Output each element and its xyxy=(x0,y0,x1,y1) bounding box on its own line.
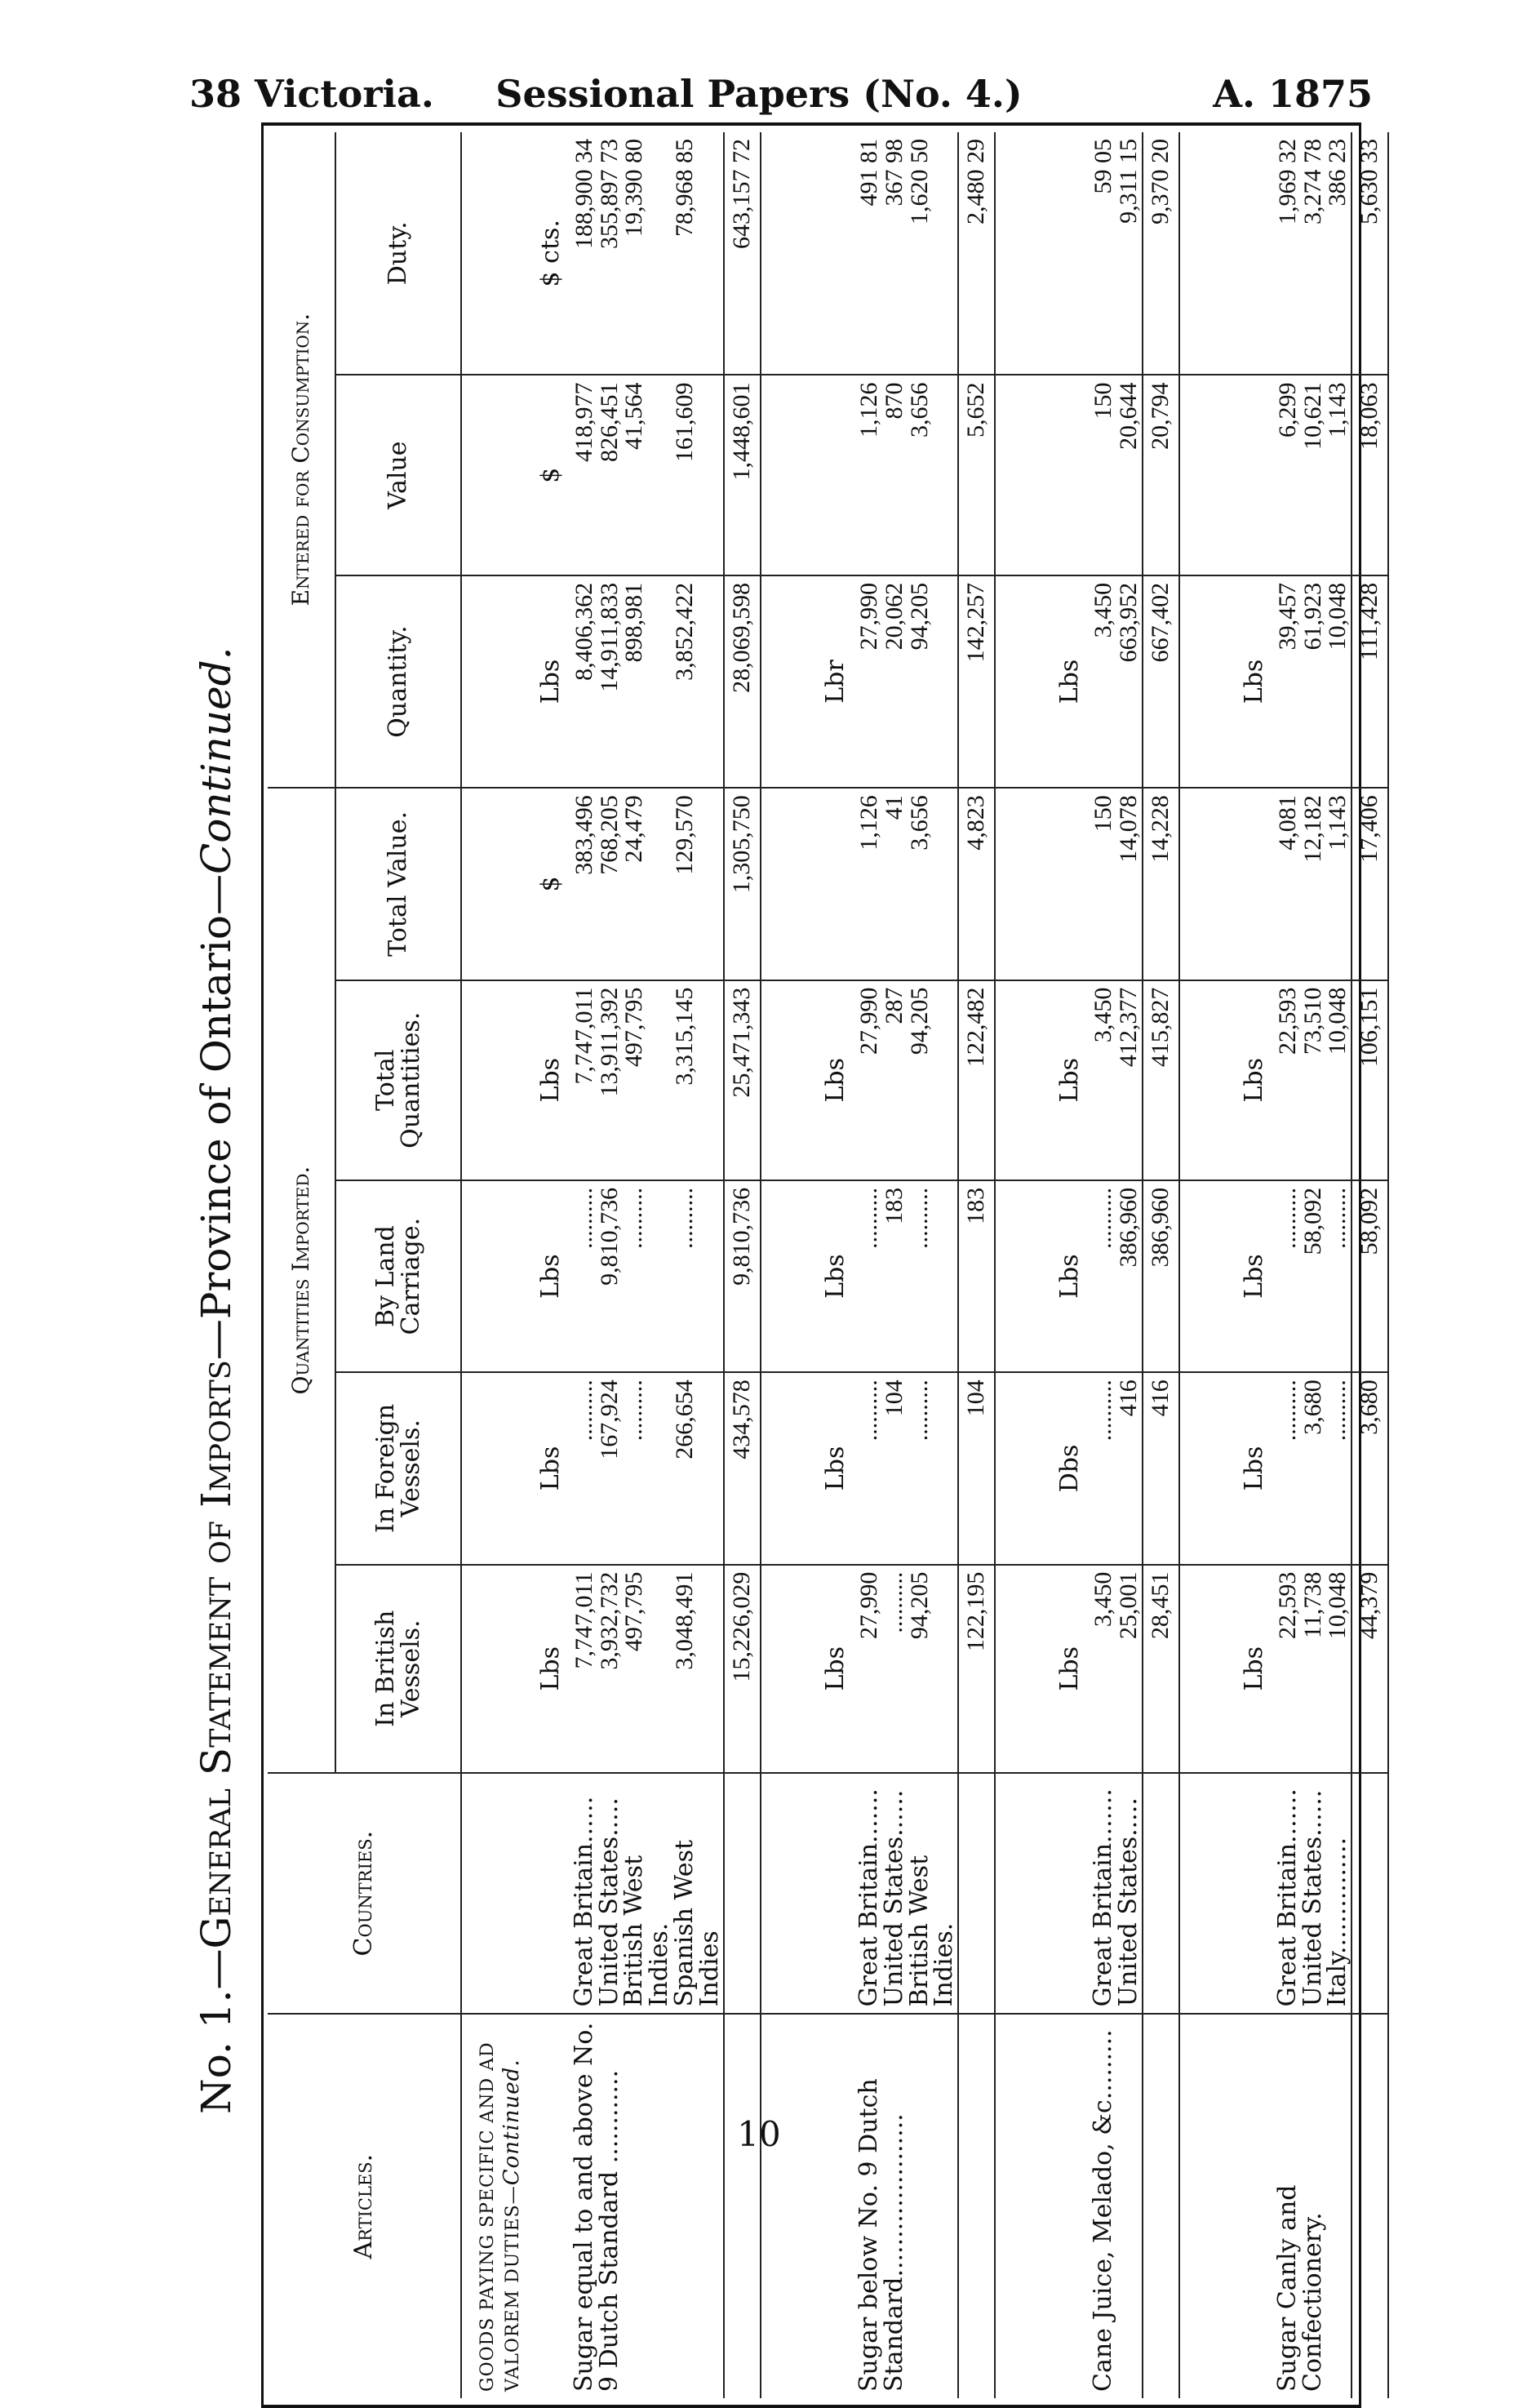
country-cell: Great Britain....... xyxy=(857,1773,882,2014)
cell-british-vessels: 25,001 xyxy=(1116,1565,1143,1773)
unit-label xyxy=(1043,375,1091,575)
spacer-cell xyxy=(1179,1773,1227,2014)
cell-foreign-vessels: .......... xyxy=(1276,1372,1301,1564)
running-header xyxy=(0,72,1518,129)
unit-label xyxy=(1043,788,1091,980)
cell-total-value: 3,656 xyxy=(908,788,959,980)
cell-british-vessels: 94,205 xyxy=(908,1565,959,1773)
spacer-cell xyxy=(995,1565,1043,1773)
table-row xyxy=(857,132,882,2398)
cell-value: 10,621 xyxy=(1301,375,1326,575)
cell-total-value: 768,205 xyxy=(597,788,623,980)
total-total-value: 17,406 xyxy=(1352,788,1388,980)
cell-total-quantities: 3,315,145 xyxy=(672,980,724,1180)
spacer-cell xyxy=(995,788,1043,980)
total-value: 18,063 xyxy=(1352,375,1388,575)
unit-spacer xyxy=(809,1773,857,2014)
spacer-cell xyxy=(995,575,1043,788)
unit-label: Lbs xyxy=(1227,980,1276,1180)
cell-total-value: 383,496 xyxy=(572,788,597,980)
cell-total-quantities: 412,377 xyxy=(1116,980,1143,1180)
spacer-cell xyxy=(995,980,1043,1180)
cell-quantity: 39,457 xyxy=(1276,575,1301,788)
cell-british-vessels: 22,593 xyxy=(1276,1565,1301,1773)
cell-duty: 386 23 xyxy=(1324,139,1352,207)
cell-quantity: 27,990 xyxy=(857,575,882,788)
table-row xyxy=(1091,132,1116,2398)
spacer-cell xyxy=(761,2014,809,2398)
spacer-cell xyxy=(1179,375,1227,575)
col-total-value: Total Value. xyxy=(335,788,461,980)
section-title-continued: Continued. xyxy=(499,2059,524,2186)
total-foreign-vessels: 3,680 xyxy=(1352,1372,1388,1564)
cell-foreign-vessels: 416 xyxy=(1116,1372,1143,1564)
total-total-quantities: 122,482 xyxy=(958,980,995,1180)
total-duty: 643,157 72 xyxy=(724,132,761,375)
total-value: 20,794 xyxy=(1143,375,1179,575)
total-british-vessels: 122,195 xyxy=(958,1565,995,1773)
spacer-cell xyxy=(1179,1180,1227,1372)
article-cell: Sugar equal to and above No. 9 Dutch Standard ............ xyxy=(572,2014,724,2398)
spacer-cell xyxy=(1179,788,1227,980)
unit-label: Lbs xyxy=(524,575,572,788)
total-foreign-vessels: 104 xyxy=(958,1372,995,1564)
total-spacer xyxy=(724,1773,761,2014)
unit-spacer xyxy=(1043,2014,1091,2398)
cell-land-carriage: .......... xyxy=(908,1180,959,1372)
unit-label: Lbr xyxy=(809,575,857,788)
country-cell: British West Indies. xyxy=(908,1773,959,2014)
spacer-cell xyxy=(1179,575,1227,788)
spacer-cell xyxy=(995,132,1043,375)
cell-total-quantities: 3,450 xyxy=(1091,980,1116,1180)
total-spacer xyxy=(1143,1773,1179,2014)
unit-label: $ xyxy=(524,788,572,980)
table-body xyxy=(461,132,1388,2398)
total-spacer xyxy=(1143,2014,1179,2398)
cell-total-value: 41 xyxy=(882,788,908,980)
total-quantity: 111,428 xyxy=(1352,575,1388,788)
unit-label: Lbs xyxy=(524,1372,572,1564)
unit-label xyxy=(809,788,857,980)
unit-label: Lbs xyxy=(809,1372,857,1564)
cell-value: 161,609 xyxy=(672,375,724,575)
cell-duty: 1,969 32 xyxy=(1273,139,1301,224)
cell-foreign-vessels: 266,654 xyxy=(672,1372,724,1564)
cell-land-carriage: .......... xyxy=(572,1180,597,1372)
cell-total-value: 24,479 xyxy=(622,788,672,980)
col-total-quantities: Total Quantities. xyxy=(335,980,461,1180)
total-value: 1,448,601 xyxy=(724,375,761,575)
spacer-cell xyxy=(1179,1372,1227,1564)
cell-value: 20,644 xyxy=(1116,375,1143,575)
spacer-cell xyxy=(761,575,809,788)
total-duty: 2,480 29 xyxy=(958,132,995,375)
cell-total-quantities: 94,205 xyxy=(908,980,959,1180)
total-foreign-vessels: 416 xyxy=(1143,1372,1179,1564)
col-value: Value xyxy=(335,375,461,575)
total-total-value: 1,305,750 xyxy=(724,788,761,980)
cell-value: 1,143 xyxy=(1325,375,1352,575)
unit-label: Lbs xyxy=(1043,980,1091,1180)
total-land-carriage: 9,810,736 xyxy=(724,1180,761,1372)
cell-value: 6,299 xyxy=(1276,375,1301,575)
unit-label xyxy=(809,132,857,375)
total-spacer xyxy=(724,2014,761,2398)
cell-foreign-vessels: .......... xyxy=(857,1372,882,1564)
cell-land-carriage: 58,092 xyxy=(1301,1180,1326,1372)
col-foreign-vessels: In Foreign Vessels. xyxy=(335,1372,461,1564)
section-title-text: GOODS PAYING SPECIFIC AND AD VALOREM DUTIES— xyxy=(477,2041,523,2392)
unit-label: Lbs xyxy=(524,980,572,1180)
cell-british-vessels: 3,450 xyxy=(1091,1565,1116,1773)
cell-quantity: 8,406,362 xyxy=(572,575,597,788)
cell-total-quantities: 73,510 xyxy=(1301,980,1326,1180)
unit-label: Lbs xyxy=(809,980,857,1180)
total-total-quantities: 25,471,343 xyxy=(724,980,761,1180)
col-british-vessels: In British Vessels. xyxy=(335,1565,461,1773)
cell-duty: 188,900 34 xyxy=(570,139,597,249)
group-entered-consumption: Entered for Consumption. xyxy=(268,132,335,788)
unit-row xyxy=(1043,132,1091,2398)
spacer-cell xyxy=(995,1372,1043,1564)
total-land-carriage: 386,960 xyxy=(1143,1180,1179,1372)
cell-land-carriage: 386,960 xyxy=(1116,1180,1143,1372)
spacer-cell xyxy=(761,1773,809,2014)
unit-label: Lbs xyxy=(1227,575,1276,788)
cell-value: 150 xyxy=(1091,375,1116,575)
country-cell: British West Indies. xyxy=(622,1773,672,2014)
spacer-cell xyxy=(761,788,809,980)
cell-value: 418,977 xyxy=(572,375,597,575)
cell-foreign-vessels: 104 xyxy=(882,1372,908,1564)
unit-label xyxy=(809,375,857,575)
cell-total-value: 1,143 xyxy=(1325,788,1352,980)
cell-quantity: 14,911,833 xyxy=(597,575,623,788)
unit-label: Lbs xyxy=(1227,1565,1276,1773)
section-heading-row xyxy=(461,132,524,2398)
total-total-value: 4,823 xyxy=(958,788,995,980)
unit-label: Lbs xyxy=(1043,1180,1091,1372)
total-spacer xyxy=(958,1773,995,2014)
unit-row xyxy=(809,132,857,2398)
total-spacer xyxy=(1352,1773,1388,2014)
cell-quantity: 61,923 xyxy=(1301,575,1326,788)
total-land-carriage: 58,092 xyxy=(1352,1180,1388,1372)
total-quantity: 28,069,598 xyxy=(724,575,761,788)
country-cell: Spanish West Indies xyxy=(672,1773,724,2014)
spacer-cell xyxy=(1179,1565,1227,1773)
unit-label: $ xyxy=(524,375,572,575)
block-spacer xyxy=(1179,132,1227,2398)
total-quantity: 667,402 xyxy=(1143,575,1179,788)
country-cell: Great Britain....... xyxy=(1276,1773,1301,2014)
table-row xyxy=(1276,132,1301,2398)
unit-label: Lbs xyxy=(809,1565,857,1773)
cell-value: 41,564 xyxy=(622,375,672,575)
cell-british-vessels: 497,795 xyxy=(622,1565,672,1773)
cell-value: 1,126 xyxy=(857,375,882,575)
group-quantities-imported: Quantities Imported. xyxy=(268,788,335,1773)
spacer-cell xyxy=(761,1565,809,1773)
cell-total-quantities: 10,048 xyxy=(1325,980,1352,1180)
total-row xyxy=(1352,132,1388,2398)
country-cell: Italy............... xyxy=(1325,1773,1352,2014)
country-cell: United States...... xyxy=(1301,1773,1326,2014)
unit-label xyxy=(1227,132,1276,375)
unit-row xyxy=(524,132,572,2398)
spacer-cell xyxy=(995,1180,1043,1372)
unit-spacer xyxy=(1227,2014,1276,2398)
unit-label: Lbs xyxy=(524,1565,572,1773)
cell-british-vessels: 7,747,011 xyxy=(572,1565,597,1773)
table-row xyxy=(572,132,597,2398)
total-total-quantities: 106,151 xyxy=(1352,980,1388,1180)
total-duty: 5,630 33 xyxy=(1352,132,1388,375)
unit-row xyxy=(1227,132,1276,2398)
block-spacer xyxy=(995,132,1043,2398)
cell-value: 870 xyxy=(882,375,908,575)
cell-foreign-vessels: .......... xyxy=(572,1372,597,1564)
unit-label xyxy=(1227,375,1276,575)
country-cell: Great Britain....... xyxy=(1091,1773,1116,2014)
imports-table xyxy=(268,132,1389,2398)
cell-total-value: 129,570 xyxy=(672,788,724,980)
total-british-vessels: 15,226,029 xyxy=(724,1565,761,1773)
country-cell: United States..... xyxy=(1116,1773,1143,2014)
spacer-cell xyxy=(1179,980,1227,1180)
cell-quantity: 898,981 xyxy=(622,575,672,788)
article-cell: Cane Juice, Melado, &c......... xyxy=(1091,2014,1143,2398)
cell-land-carriage: .......... xyxy=(672,1180,724,1372)
article-cell: Sugar below No. 9 Dutch Standard..................... xyxy=(857,2014,959,2398)
section-title xyxy=(461,2014,524,2398)
cell-quantity: 3,852,422 xyxy=(672,575,724,788)
cell-duty: 78,968 85 xyxy=(671,139,699,237)
caption-mid: —Province of Ontario— xyxy=(193,873,240,1361)
unit-spacer xyxy=(809,2014,857,2398)
cell-total-value: 12,182 xyxy=(1301,788,1326,980)
cell-total-quantities: 27,990 xyxy=(857,980,882,1180)
unit-label: Lbs xyxy=(1227,1180,1276,1372)
cell-duty: 3,274 78 xyxy=(1298,139,1326,224)
cell-british-vessels: .......... xyxy=(882,1565,908,1773)
cell-british-vessels: 27,990 xyxy=(857,1565,882,1773)
cell-total-quantities: 287 xyxy=(882,980,908,1180)
cell-foreign-vessels: 3,680 xyxy=(1301,1372,1326,1564)
total-total-value: 14,228 xyxy=(1143,788,1179,980)
spacer-cell xyxy=(761,1180,809,1372)
col-land-carriage: By Land Carriage. xyxy=(335,1180,461,1372)
col-quantity: Quantity. xyxy=(335,575,461,788)
cell-total-quantities: 7,747,011 xyxy=(572,980,597,1180)
cell-quantity: 20,062 xyxy=(882,575,908,788)
cell-land-carriage: 9,810,736 xyxy=(597,1180,623,1372)
total-spacer xyxy=(958,2014,995,2398)
country-cell: United States...... xyxy=(882,1773,908,2014)
article-cell: Sugar Canly and Confectionery. xyxy=(1276,2014,1352,2398)
cell-british-vessels: 3,932,732 xyxy=(597,1565,623,1773)
cell-duty: 367 98 xyxy=(880,139,908,207)
total-british-vessels: 28,451 xyxy=(1143,1565,1179,1773)
cell-quantity: 94,205 xyxy=(908,575,959,788)
header-year: A. 1875 xyxy=(1213,72,1373,116)
cell-value: 826,451 xyxy=(597,375,623,575)
cell-land-carriage: 183 xyxy=(882,1180,908,1372)
block-spacer xyxy=(761,132,809,2398)
cell-duty: 19,390 80 xyxy=(620,139,648,237)
cell-foreign-vessels: .......... xyxy=(1325,1372,1352,1564)
total-value: 5,652 xyxy=(958,375,995,575)
cell-duty: 491 81 xyxy=(854,139,882,207)
total-duty: 9,370 20 xyxy=(1143,132,1179,375)
unit-label xyxy=(1227,788,1276,980)
spacer-cell xyxy=(761,1372,809,1564)
spacer-cell xyxy=(995,2014,1043,2398)
unit-label: Lbs xyxy=(1043,575,1091,788)
cell-foreign-vessels: .......... xyxy=(622,1372,672,1564)
spacer-cell xyxy=(761,980,809,1180)
cell-total-quantities: 22,593 xyxy=(1276,980,1301,1180)
spacer-cell xyxy=(1179,2014,1227,2398)
cell-quantity: 10,048 xyxy=(1325,575,1352,788)
cell-foreign-vessels: 167,924 xyxy=(597,1372,623,1564)
cell-british-vessels: 3,048,491 xyxy=(672,1565,724,1773)
cell-duty: 59 05 xyxy=(1090,139,1117,194)
cell-value: 3,656 xyxy=(908,375,959,575)
cell-british-vessels: 10,048 xyxy=(1325,1565,1352,1773)
cell-total-value: 4,081 xyxy=(1276,788,1301,980)
caption-main: General Statement of Imports xyxy=(193,1360,240,1949)
unit-spacer xyxy=(524,2014,572,2398)
caption-prefix: No. 1.— xyxy=(193,1948,240,2114)
spacer-cell xyxy=(761,132,809,375)
total-land-carriage: 183 xyxy=(958,1180,995,1372)
unit-label: Lbs xyxy=(1043,1565,1091,1773)
total-british-vessels: 44,379 xyxy=(1352,1565,1388,1773)
table-caption xyxy=(184,122,249,2408)
unit-spacer xyxy=(1043,1773,1091,2014)
total-row xyxy=(724,132,761,2398)
cell-land-carriage: .......... xyxy=(1276,1180,1301,1372)
header-title: Sessional Papers (No. 4.) xyxy=(495,72,1023,116)
caption-suffix: Continued. xyxy=(193,646,240,874)
unit-label: Dbs xyxy=(1043,1372,1091,1564)
spacer-cell xyxy=(995,1773,1043,2014)
unit-label: Lbs xyxy=(809,1180,857,1372)
cell-total-quantities: 497,795 xyxy=(622,980,672,1180)
page-number: 10 xyxy=(737,2114,781,2154)
header-volume: 38 Victoria. xyxy=(189,72,434,116)
cell-total-value: 1,126 xyxy=(857,788,882,980)
unit-spacer xyxy=(1227,1773,1276,2014)
cell-british-vessels: 11,738 xyxy=(1301,1565,1326,1773)
total-total-quantities: 415,827 xyxy=(1143,980,1179,1180)
unit-label: $ cts. xyxy=(535,220,565,287)
spacer-cell xyxy=(995,375,1043,575)
cell-duty: 355,897 73 xyxy=(595,139,623,249)
cell-total-value: 14,078 xyxy=(1116,788,1143,980)
total-row xyxy=(958,132,995,2398)
cell-total-value: 150 xyxy=(1091,788,1116,980)
col-countries: Countries. xyxy=(268,1773,461,2014)
total-quantity: 142,257 xyxy=(958,575,995,788)
unit-spacer xyxy=(524,1773,572,2014)
rotated-table-block xyxy=(184,122,1383,2408)
cell-land-carriage: .......... xyxy=(1325,1180,1352,1372)
total-spacer xyxy=(1352,2014,1388,2398)
col-duty: Duty. xyxy=(335,132,461,375)
unit-label: Lbs xyxy=(524,1180,572,1372)
cell-land-carriage: .......... xyxy=(1091,1180,1116,1372)
cell-total-quantities: 13,911,392 xyxy=(597,980,623,1180)
cell-duty: 1,620 50 xyxy=(905,139,933,224)
spacer-cell xyxy=(1179,132,1227,375)
unit-label: Lbs xyxy=(1227,1372,1276,1564)
col-articles: Articles. xyxy=(268,2014,461,2398)
table-head xyxy=(268,132,461,2398)
country-cell: Great Britain...... xyxy=(572,1773,597,2014)
unit-label xyxy=(1043,132,1091,375)
spacer-cell xyxy=(761,375,809,575)
cell-land-carriage: .......... xyxy=(622,1180,672,1372)
total-row xyxy=(1143,132,1179,2398)
cell-quantity: 663,952 xyxy=(1116,575,1143,788)
total-foreign-vessels: 434,578 xyxy=(724,1372,761,1564)
cell-foreign-vessels: .......... xyxy=(908,1372,959,1564)
cell-foreign-vessels: .......... xyxy=(1091,1372,1116,1564)
country-cell: United States..... xyxy=(597,1773,623,2014)
cell-duty: 9,311 15 xyxy=(1115,139,1143,224)
cell-land-carriage: .......... xyxy=(857,1180,882,1372)
cell-quantity: 3,450 xyxy=(1091,575,1116,788)
